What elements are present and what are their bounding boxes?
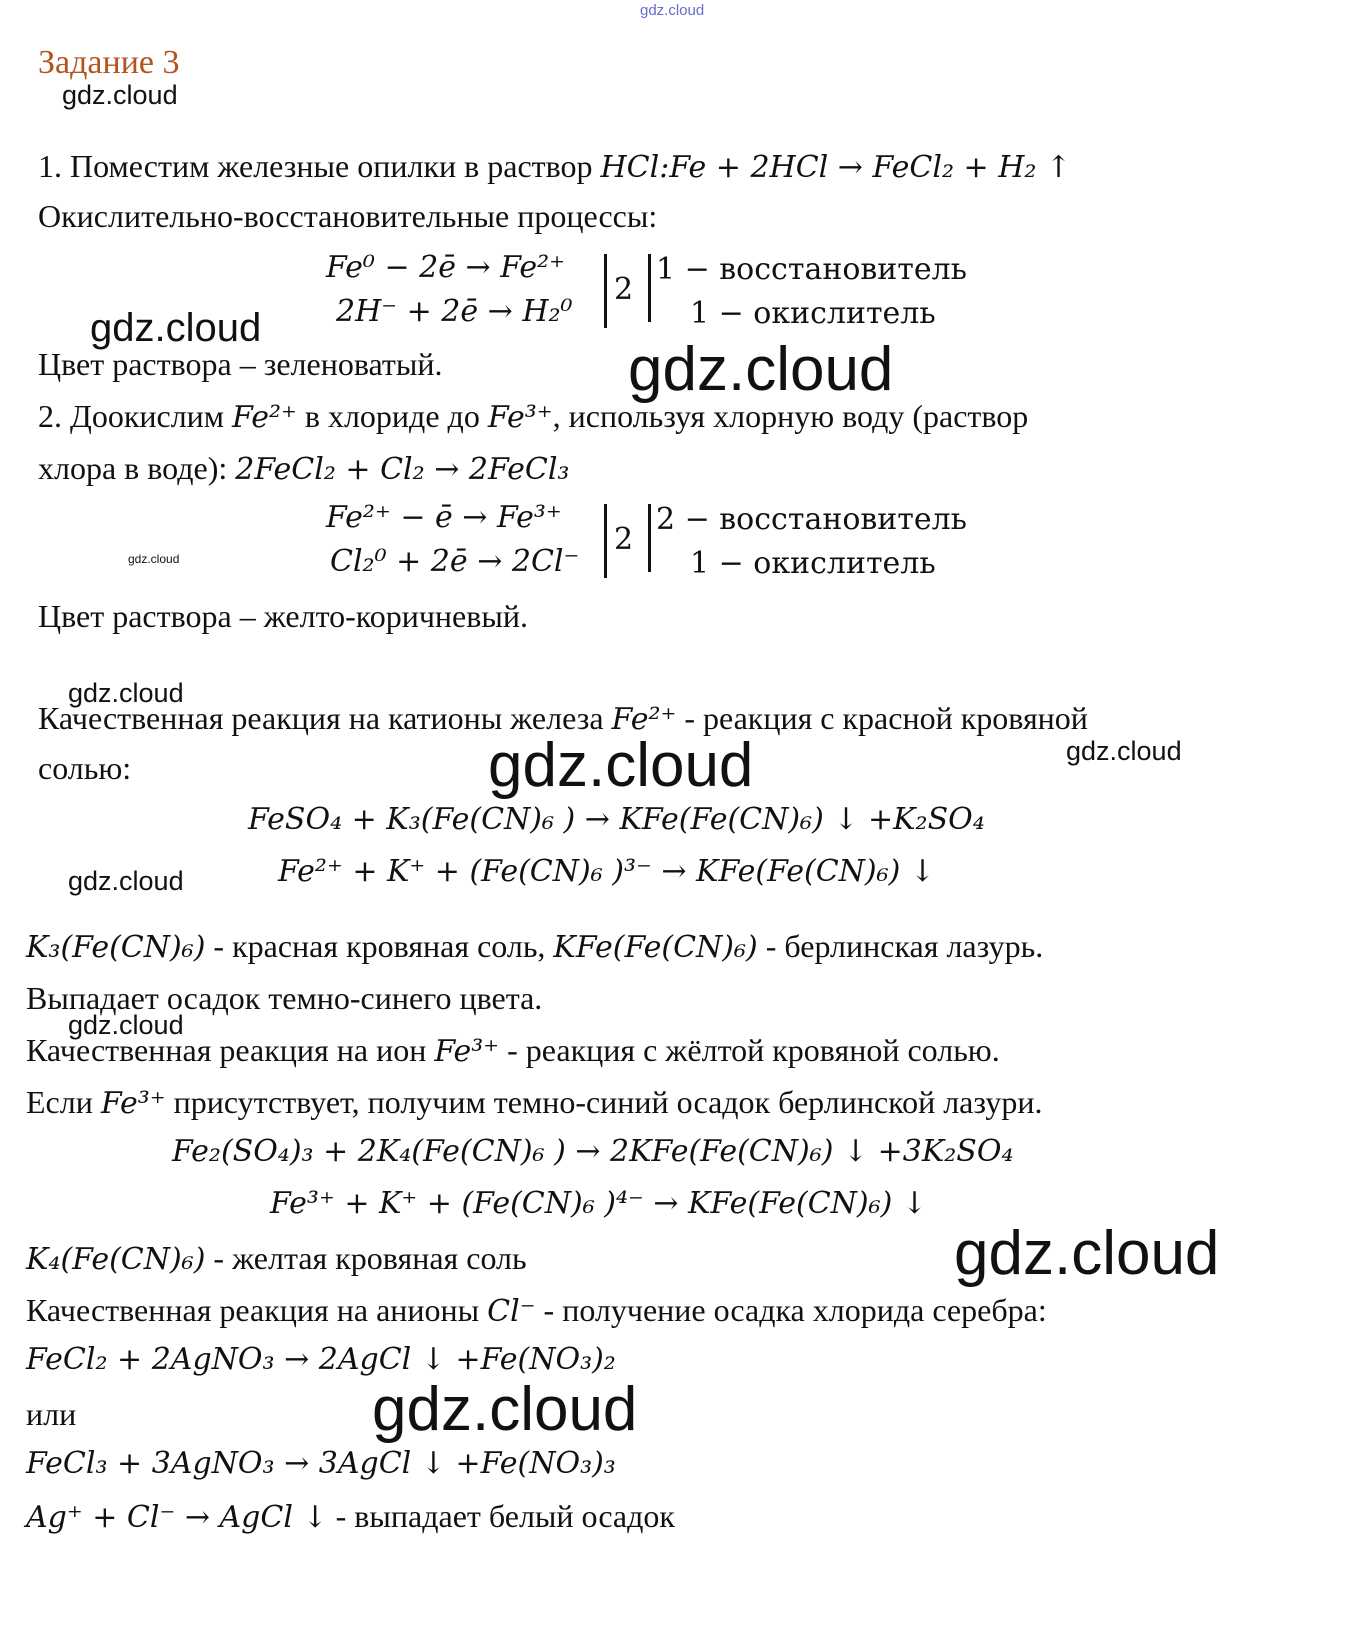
watermark: gdz.cloud: [90, 306, 262, 350]
part3-red-salt: K₃(Fe(CN)₆): [26, 930, 206, 965]
part4-yellow-salt: K₄(Fe(CN)₆): [26, 1242, 206, 1277]
part5-q1-c: - получение осадка хлорида серебра:: [535, 1292, 1047, 1328]
redox1-eq2: 2H⁻ + 2ē → H₂⁰: [336, 294, 573, 329]
part4-eq2: Fe³⁺ + K⁺ + (Fe(CN)₆ )⁴⁻ → KFe(Fe(CN)₆) ↓: [270, 1186, 928, 1221]
redox1-divider-right: [648, 254, 651, 322]
part3-note1-b: - красная кровяная соль,: [205, 928, 554, 964]
part4-note1-b: - желтая кровяная соль: [205, 1240, 527, 1276]
part3-q1-c: - реакция с красной кровяной: [676, 700, 1088, 736]
redox2-mid: 2: [614, 522, 634, 557]
part5-eq3-tail: - выпадает белый осадок: [327, 1498, 675, 1534]
part3-q1-a: Качественная реакция на катионы железа: [38, 700, 612, 736]
watermark: gdz.cloud: [68, 678, 184, 708]
part1-line2: Окислительно-восстановительные процессы:: [38, 198, 658, 234]
redox1-role2: 1 − окислитель: [690, 296, 936, 331]
part1-color: Цвет раствора – зеленоватый.: [38, 346, 443, 382]
redox2-eq2: Cl₂⁰ + 2ē → 2Cl⁻: [330, 544, 580, 579]
part5-eq3: Ag⁺ + Cl⁻ → AgCl ↓: [26, 1500, 328, 1535]
part4-ion-fe3: Fe³⁺: [434, 1034, 500, 1069]
part2-equation: 2FeCl₂ + Cl₂ → 2FeCl₃: [235, 452, 570, 487]
watermark: gdz.cloud: [488, 731, 754, 800]
part3-eq2: Fe²⁺ + K⁺ + (Fe(CN)₆ )³⁻ → KFe(Fe(CN)₆) ↓: [278, 854, 936, 889]
part2-line1: [38, 396, 1028, 438]
part2-line1-a: 2. Доокислим: [38, 398, 233, 434]
watermark-top: gdz.cloud: [640, 2, 705, 19]
part5-q1: [26, 1290, 1047, 1332]
part4-eq1: Fe₂(SO₄)₃ + 2K₄(Fe(CN)₆ ) → 2KFe(Fe(CN)₆) ↓ +3K₂SO₄: [172, 1134, 1014, 1169]
part2-line1-c: в хлориде до: [296, 398, 488, 434]
redox1-eq1: Fe⁰ − 2ē → Fe²⁺: [326, 250, 566, 285]
part2-line2-text: хлора в воде):: [38, 450, 236, 486]
watermark: gdz.cloud: [68, 1010, 184, 1040]
part2-line2: [38, 448, 569, 490]
watermark: gdz.cloud: [128, 552, 180, 566]
part4-q1-a: Качественная реакция на ион: [26, 1032, 435, 1068]
part5-eq1: FeCl₂ + 2AgNO₃ → 2AgCl ↓ +Fe(NO₃)₂: [26, 1342, 616, 1377]
redox2-divider-left: [604, 504, 607, 578]
part4-q2-a: Если: [26, 1084, 101, 1120]
part1-equation: HCl:Fe + 2HCl → FeCl₂ + H₂ ↑: [600, 150, 1072, 185]
part2-ion-fe2: Fe²⁺: [232, 400, 297, 435]
task-title: Задание 3: [38, 44, 180, 81]
part3-note2: Выпадает осадок темно-синего цвета.: [26, 980, 543, 1016]
part3-eq1: FeSO₄ + K₃(Fe(CN)₆ ) → KFe(Fe(CN)₆) ↓ +K₂SO₄: [248, 802, 985, 837]
part5-eq3-line: [26, 1496, 675, 1538]
part2-ion-fe3: Fe³⁺: [487, 400, 553, 435]
part3-note1: [26, 926, 1043, 968]
part5-or: или: [26, 1396, 77, 1432]
part4-q2-c: присутствует, получим темно-синий осадок берлинской лазури.: [165, 1084, 1043, 1120]
part5-eq2: FeCl₃ + 3AgNO₃ → 3AgCl ↓ +Fe(NO₃)₃: [26, 1446, 616, 1481]
redox1-mid: 2: [614, 272, 634, 307]
part3-prussian-blue: KFe(Fe(CN)₆): [553, 930, 758, 965]
watermark: gdz.cloud: [372, 1375, 638, 1444]
part2-color: Цвет раствора – желто-коричневый.: [38, 598, 528, 634]
watermark: gdz.cloud: [68, 866, 184, 896]
part1-line1: [38, 146, 1071, 188]
redox2-divider-right: [648, 504, 651, 572]
redox2-role2: 1 − окислитель: [690, 546, 936, 581]
part4-q2: [26, 1082, 1042, 1124]
part4-note1: [26, 1238, 527, 1280]
redox2-eq1: Fe²⁺ − ē → Fe³⁺: [326, 500, 562, 535]
part1-line1-text: 1. Поместим железные опилки в раствор: [38, 148, 601, 184]
part5-ion-cl: Cl⁻: [487, 1294, 536, 1329]
watermark: gdz.cloud: [62, 80, 178, 110]
watermark: gdz.cloud: [954, 1219, 1220, 1288]
watermark: gdz.cloud: [628, 335, 894, 404]
part4-q1: [26, 1030, 1000, 1072]
part3-ion-fe2: Fe²⁺: [611, 702, 677, 737]
part4-q1-c: - реакция с жёлтой кровяной солью.: [499, 1032, 1000, 1068]
redox2-role1: 2 − восстановитель: [656, 502, 968, 537]
redox1-role1: 1 − восстановитель: [656, 252, 968, 287]
watermark: gdz.cloud: [1066, 736, 1182, 766]
part5-q1-a: Качественная реакция на анионы: [26, 1292, 488, 1328]
redox1-divider-left: [604, 254, 607, 328]
part4-q2-ion: Fe³⁺: [100, 1086, 166, 1121]
part3-q2: солью:: [38, 750, 132, 786]
part3-note1-d: - берлинская лазурь.: [757, 928, 1044, 964]
part2-line1-e: , используя хлорную воду (раствор: [552, 398, 1029, 434]
